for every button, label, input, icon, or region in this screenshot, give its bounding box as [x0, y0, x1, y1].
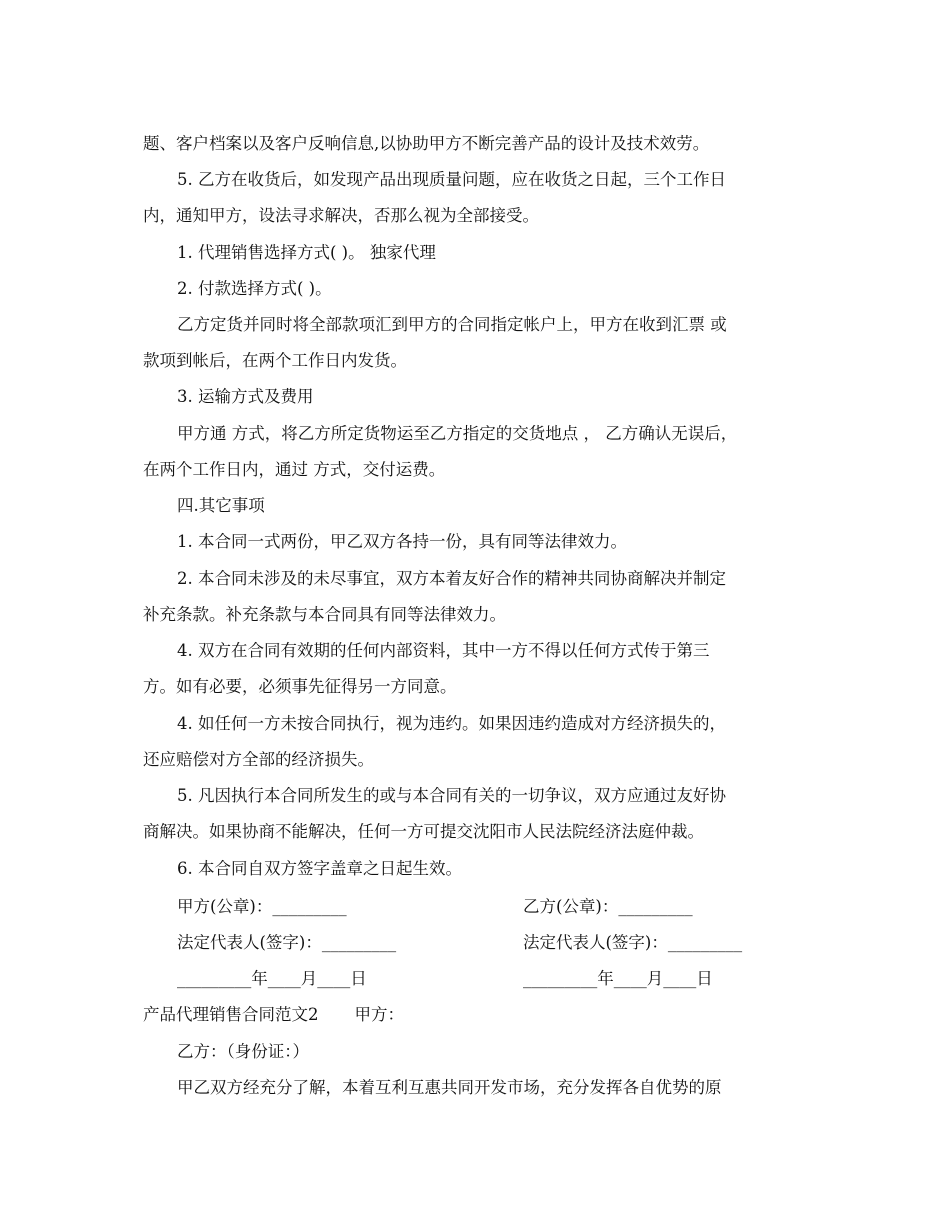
text-line: 5. 凡因执行本合同所发生的或与本合同有关的一切争议，双方应通过友好协 [177, 786, 726, 805]
second-contract-header [143, 1004, 404, 1026]
party-a-seal-field: 甲方(公章)：_________ [177, 897, 347, 916]
second-contract-party-a: 甲方： [354, 1005, 404, 1024]
text-line: 题、客户档案以及客户反响信息,以协助甲方不断完善产品的设计及技术效劳。 [143, 134, 710, 153]
section-heading: 四.其它事项 [177, 496, 265, 515]
text-line: 款项到帐后，在两个工作日内发货。 [143, 351, 407, 370]
party-b-date-field: _________年____月____日 [523, 969, 713, 988]
text-line: 补充条款。补充条款与本合同具有同等法律效力。 [143, 605, 506, 624]
party-b-seal-field: 乙方(公章)：_________ [523, 897, 693, 916]
text-line: 商解决。如果协商不能解决，任何一方可提交沈阳市人民法院经济法庭仲裁。 [143, 822, 704, 841]
text-line: 1. 代理销售选择方式( )。 独家代理 [177, 243, 436, 262]
text-line: 在两个工作日内，通过 方式，交付运费。 [143, 460, 446, 479]
text-line: 4. 如任何一方未按合同执行，视为违约。如果因违约造成对方经济损失的， [177, 714, 726, 733]
second-contract-intro: 甲乙双方经充分了解，本着互利互惠共同开发市场，充分发挥各自优势的原 [177, 1078, 722, 1097]
text-line: 内，通知甲方，设法寻求解决，否那么视为全部接受。 [143, 206, 539, 225]
text-line: 5. 乙方在收货后，如发现产品出现质量问题，应在收货之日起，三个工作日 [177, 170, 726, 189]
party-b-representative-field: 法定代表人(签字)：_________ [523, 933, 743, 952]
text-line: 甲方通 方式，将乙方所定货物运至乙方指定的交货地点 ， 乙方确认无误后， [177, 424, 738, 443]
text-line: 1. 本合同一式两份，甲乙双方各持一份，具有同等法律效力。 [177, 532, 627, 551]
party-a-representative-field: 法定代表人(签字)：_________ [177, 933, 397, 952]
second-contract-party-b: 乙方：（身份证：） [177, 1042, 309, 1061]
text-line: 乙方定货并同时将全部款项汇到甲方的合同指定帐户上，甲方在收到汇票 或 [177, 315, 727, 334]
text-line: 2. 付款选择方式( )。 [177, 279, 332, 298]
text-line: 4. 双方在合同有效期的任何内部资料，其中一方不得以任何方式传于第三 [177, 641, 710, 660]
text-line: 2. 本合同未涉及的未尽事宜，双方本着友好合作的精神共同协商解决并制定 [177, 569, 726, 588]
text-line: 还应赔偿对方全部的经济损失。 [143, 750, 374, 769]
text-line: 6. 本合同自双方签字盖章之日起生效。 [177, 859, 462, 878]
party-a-date-field: _________年____月____日 [177, 969, 367, 988]
text-line: 3. 运输方式及费用 [177, 387, 314, 406]
text-line: 方。如有必要，必须事先征得另一方同意。 [143, 677, 457, 696]
second-contract-title: 产品代理销售合同范文2 [143, 1005, 319, 1024]
